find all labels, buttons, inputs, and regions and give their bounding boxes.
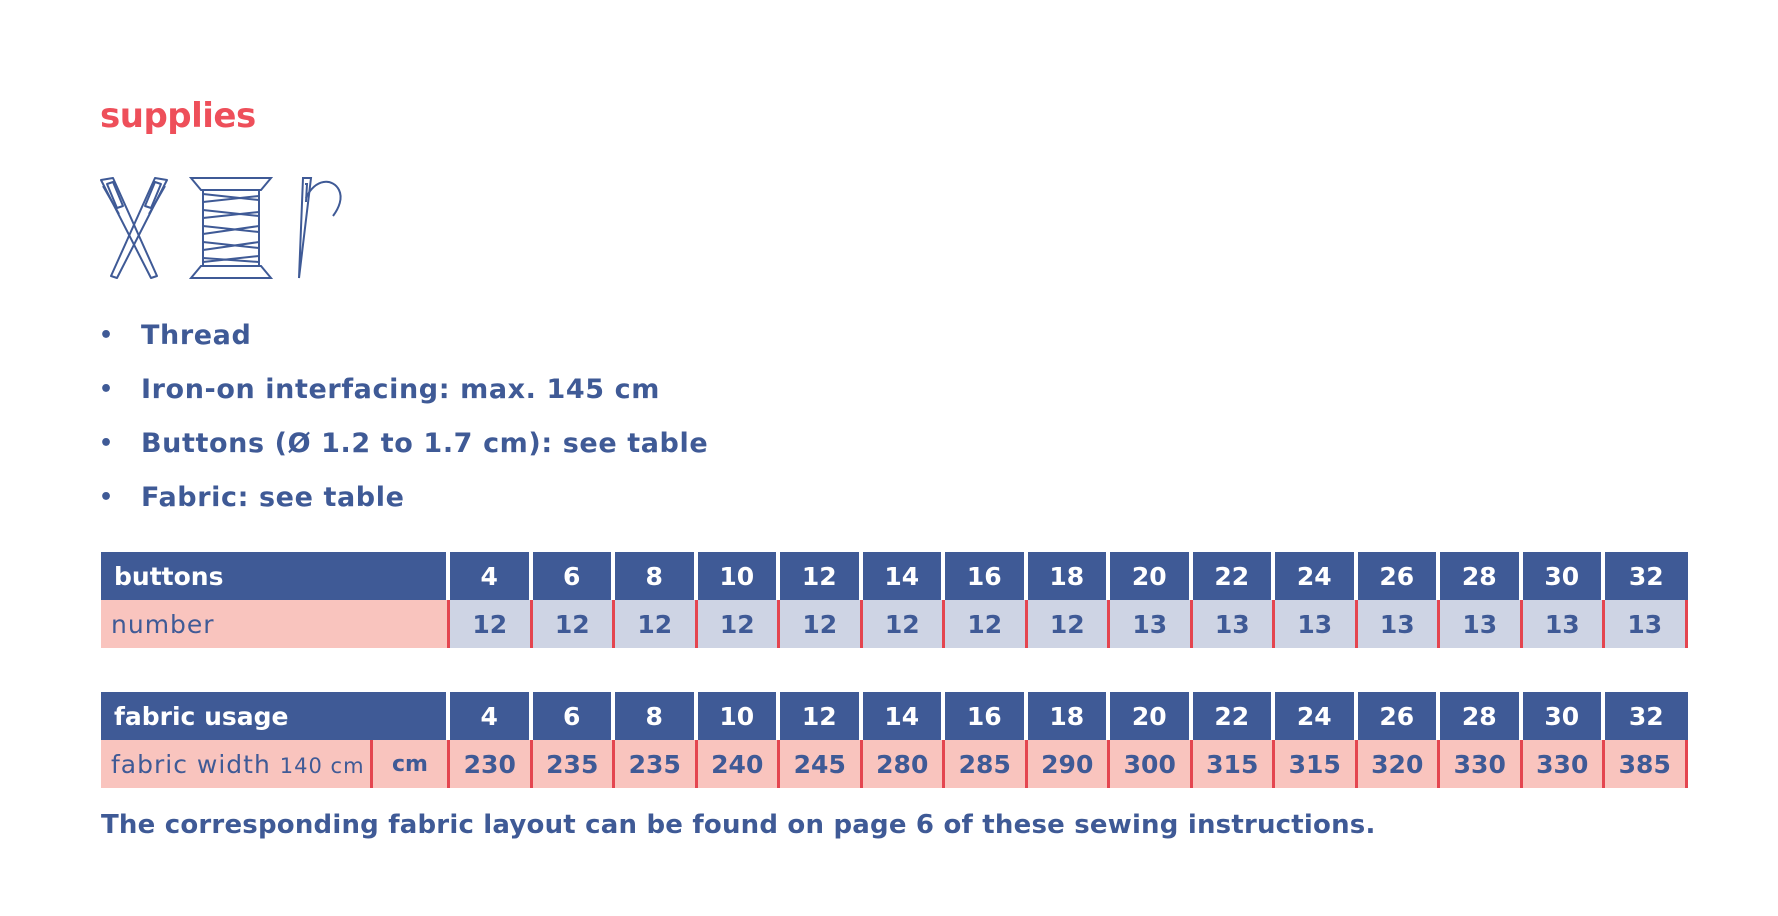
fabric-table [101,692,1688,788]
fabric-usage-cell: 315 [1193,740,1276,788]
fabric-usage-cell: 285 [945,740,1028,788]
size-header-cell: 20 [1110,552,1193,600]
size-header-cell: 22 [1193,552,1276,600]
button-count-cell: 13 [1358,600,1441,648]
table-header-row [101,692,1688,740]
size-header-cell: 32 [1605,692,1688,740]
fabric-usage-cell: 245 [780,740,863,788]
fabric-unit: cm [373,740,450,788]
size-header-cell: 8 [615,692,698,740]
fabric-usage-cell: 330 [1440,740,1523,788]
buttons-row-label: number [101,600,450,648]
size-header-cell: 4 [450,692,533,740]
button-count-cell: 13 [1440,600,1523,648]
button-count-cell: 13 [1193,600,1276,648]
button-count-cell: 12 [863,600,946,648]
scissors-icon [99,176,169,280]
button-count-cell: 12 [945,600,1028,648]
fabric-usage-cell: 235 [615,740,698,788]
size-header-cell: 4 [450,552,533,600]
fabric-usage-cell: 385 [1605,740,1688,788]
button-count-cell: 12 [533,600,616,648]
size-header-cell: 14 [863,552,946,600]
fabric-usage-cell: 240 [698,740,781,788]
size-header-cell: 18 [1028,552,1111,600]
size-header-cell: 32 [1605,552,1688,600]
list-item [97,474,708,528]
fabric-usage-cell: 330 [1523,740,1606,788]
size-header-cell: 16 [945,552,1028,600]
fabric-usage-cell: 290 [1028,740,1111,788]
size-header-cell: 16 [945,692,1028,740]
size-header-cell: 12 [780,552,863,600]
table-row [101,600,1688,648]
fabric-header-label: fabric usage [101,692,450,740]
size-header-cell: 22 [1193,692,1276,740]
button-count-cell: 12 [780,600,863,648]
fabric-usage-cell: 320 [1358,740,1441,788]
section-title: supplies [100,96,256,136]
fabric-usage-cell: 235 [533,740,616,788]
size-header-cell: 24 [1275,552,1358,600]
bullet: • [99,377,114,402]
button-count-cell: 13 [1110,600,1193,648]
bullet: • [99,431,114,456]
button-count-cell: 12 [615,600,698,648]
button-count-cell: 13 [1605,600,1688,648]
supply-icons [99,176,359,280]
button-count-cell: 13 [1523,600,1606,648]
size-header-cell: 20 [1110,692,1193,740]
size-header-cell: 18 [1028,692,1111,740]
bullet: • [99,323,114,348]
fabric-usage-cell: 230 [450,740,533,788]
table-row [101,740,1688,788]
size-header-cell: 30 [1523,552,1606,600]
size-header-cell: 28 [1440,692,1523,740]
fabric-usage-cell: 300 [1110,740,1193,788]
size-header-cell: 8 [615,552,698,600]
button-count-cell: 13 [1275,600,1358,648]
size-header-cell: 24 [1275,692,1358,740]
supply-interfacing: Iron-on interfacing: max. 145 cm [141,374,661,405]
size-header-cell: 30 [1523,692,1606,740]
list-item [97,420,708,474]
buttons-header-label: buttons [101,552,450,600]
size-header-cell: 10 [698,692,781,740]
supply-buttons: Buttons (Ø 1.2 to 1.7 cm): see table [141,428,709,459]
buttons-table [101,552,1688,648]
size-header-cell: 12 [780,692,863,740]
size-header-cell: 26 [1358,692,1441,740]
list-item [97,366,708,420]
button-count-cell: 12 [1028,600,1111,648]
supply-thread: Thread [141,320,252,351]
bullet: • [99,485,114,510]
fabric-usage-cell: 315 [1275,740,1358,788]
thread-spool-icon [189,176,273,280]
needle-icon [289,176,349,280]
fabric-width-label: fabric width [111,749,271,779]
button-count-cell: 12 [450,600,533,648]
fabric-usage-cell: 280 [863,740,946,788]
size-header-cell: 26 [1358,552,1441,600]
size-header-cell: 28 [1440,552,1523,600]
fabric-width-value: 140 cm [279,753,365,778]
supplies-list [97,312,708,528]
size-header-cell: 14 [863,692,946,740]
size-header-cell: 10 [698,552,781,600]
size-header-cell: 6 [533,692,616,740]
button-count-cell: 12 [698,600,781,648]
supply-fabric: Fabric: see table [141,482,405,513]
fabric-row-label [101,740,373,788]
list-item [97,312,708,366]
size-header-cell: 6 [533,552,616,600]
table-header-row [101,552,1688,600]
footnote: The corresponding fabric layout can be found on page 6 of these sewing instructions. [101,810,1376,840]
